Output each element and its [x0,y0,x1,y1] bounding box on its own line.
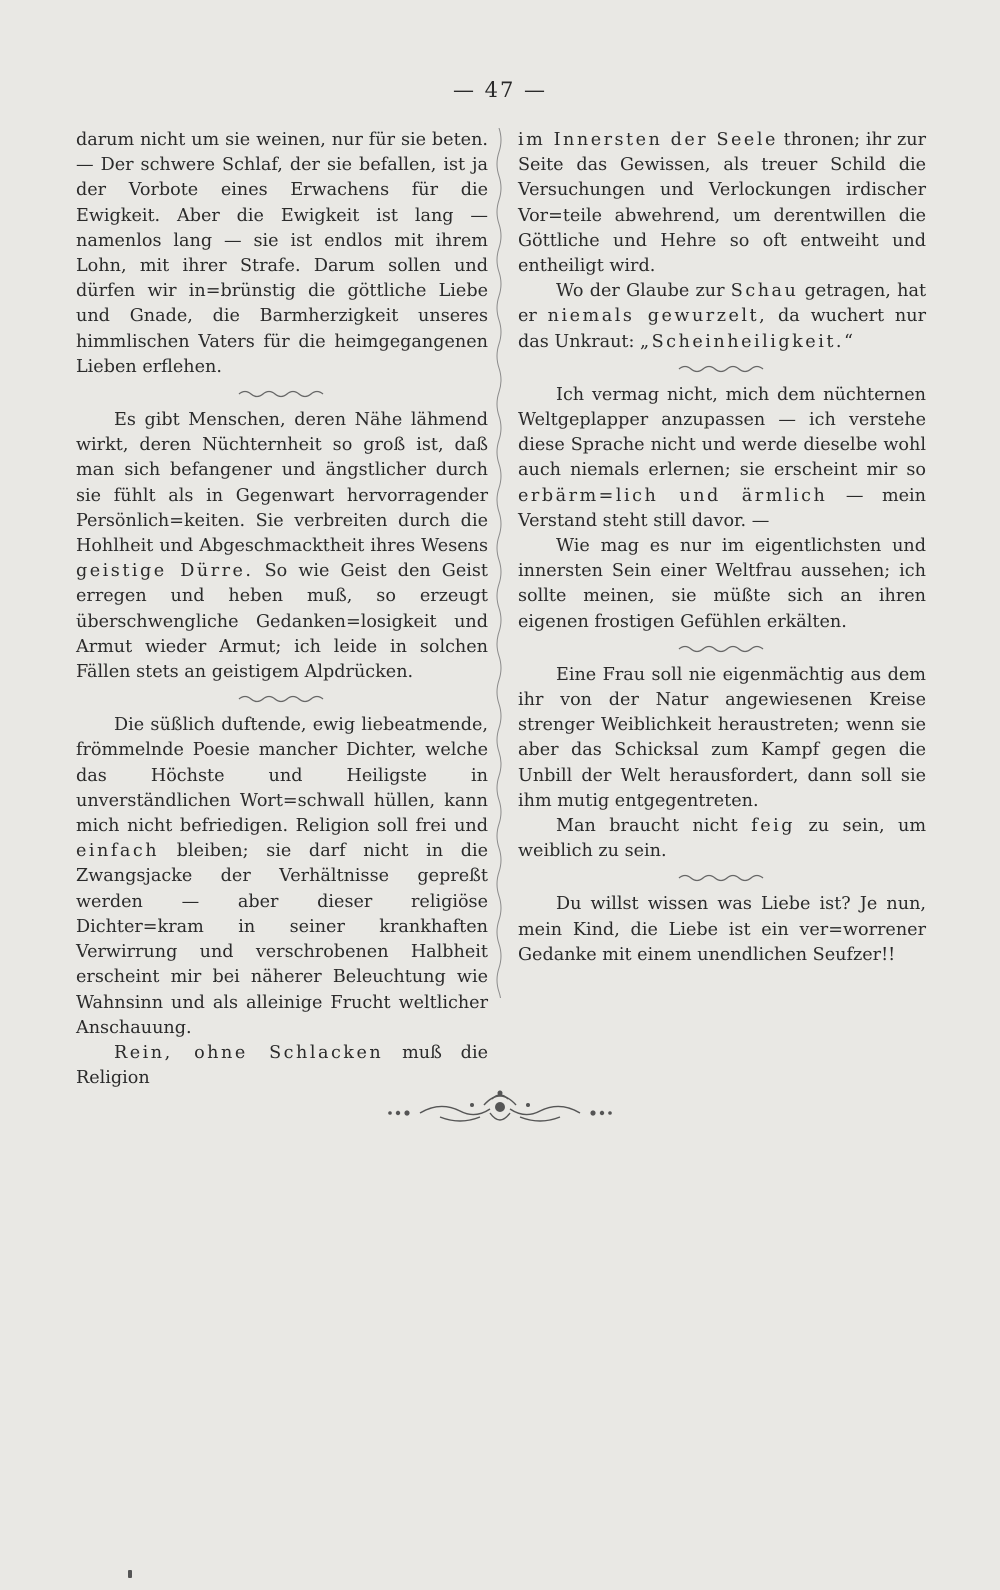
wavy-ornament-icon [76,380,488,408]
wavy-ornament-icon [518,635,926,663]
paragraph: Du willst wissen was Liebe ist? Je nun, mein Kind, die Liebe ist ein ver=worrener Gedanke mit einem unendlichen Seufzer!! [518,894,926,965]
left-column [76,128,488,1091]
paragraph: Eine Frau soll nie eigenmächtig aus dem ihr von der Natur angewiesenen Kreise strenger Weiblichkeit heraustreten; wenn sie aber das Schicksal zum Kampf gegen die Unbill der Welt herausfordert, dann soll sie ihm mutig entgegentreten. [518,664,926,811]
paragraph: Man braucht nicht feig zu sein, um weiblich zu sein. [518,816,927,862]
page-number: — 47 — [452,78,548,102]
paragraph: im Innersten der Seele thronen; ihr zur Seite das Gewissen, als treuer Schild die Versuchungen und Verlockungen irdischer Vor=teile abwehrend, um derentwillen die Göttliche und Hehre so oft entweiht und entheiligt wird. [518,130,926,277]
paragraph: Rein, ohne Schlacken muß die Religion [76,1042,488,1089]
wavy-ornament-icon [518,864,926,892]
paragraph: Die süßlich duftende, ewig liebeatmende, frömmelnde Poesie mancher Dichter, welche das Höchste und Heiligste in unverständlichen Wort=schwall hüllen, kann mich nicht befriedigen. Religion soll frei und einfach bleiben; sie darf nicht in die Zwangsjacke der Verhältnisse gepreßt werden — aber dieser religiöse Dichter=kram in seiner krankhaften Verwirrung und verschrobenen Halbheit erscheint mir bei näherer Beleuchtung wie Wahnsinn und als alleinige Frucht weltlicher Anschauung. [76,715,489,1038]
print-speck [128,1570,132,1578]
paragraph: Wie mag es nur im eigentlichsten und innersten Sein einer Weltfrau aussehen; ich sollte meinen, sie müßte sich an ihren eigenen frostigen Gefühlen erkälten. [518,536,926,632]
paragraph: Ich vermag nicht, mich dem nüchternen Weltgeplapper anzupassen — ich verstehe diese Sprache nicht und werde dieselbe wohl auch niemals erlernen; sie erscheint mir so erbärm=lich und ärmlich — mein Verstand steht still davor. — [518,384,927,531]
wavy-ornament-icon [518,355,926,383]
right-column [518,128,926,968]
wavy-ornament-icon [76,685,488,713]
column-divider [494,128,504,998]
paragraph: Wo der Glaube zur Schau getragen, hat er niemals gewurzelt, da wuchert nur das Unkraut: „Scheinheiligkeit.“ [518,281,927,352]
paragraph: Es gibt Menschen, deren Nähe lähmend wirkt, deren Nüchternheit so groß ist, daß man sich befangener und ängstlicher durch sie fühlt als in Gegenwart hervorragender Persönlich=keiten. Sie verbreiten durch die Hohlheit und Abgeschmacktheit ihres Wesens geistige Dürre. So wie Geist den Geist erregen und heben muß, so erzeugt überschwengliche Gedanken=losigkeit und Armut wieder Armut; ich leide in solchen Fällen stets an geistigem Alpdrücken. [76,410,488,683]
floral-tailpiece-icon [380,1083,620,1137]
paragraph: darum nicht um sie weinen, nur für sie beten. — Der schwere Schlaf, der sie befallen, ist ja der Vorbote eines Erwachens für die Ewigkeit. Aber die Ewigkeit ist lang — namenlos lang — sie ist endlos mit ihrem Lohn, mit ihrer Strafe. Darum sollen und dürfen wir in=brünstig die göttliche Liebe und Gnade, die Barmherzigkeit unseres himmlischen Vaters für die heimgegangenen Lieben erflehen. [76,130,488,377]
